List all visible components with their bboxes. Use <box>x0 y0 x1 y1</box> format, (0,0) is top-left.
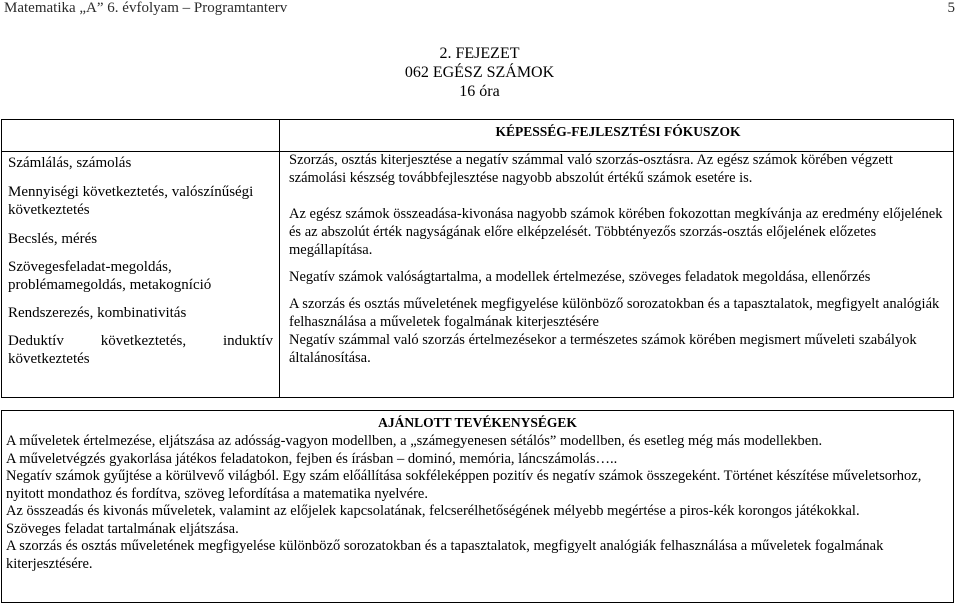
chapter-title-block <box>0 44 959 101</box>
skill-text-deduction: Negatív számmal való szorzás értelmezésekor a természetes számok körében megismert műveleti szabályok általánosítása. <box>289 332 917 366</box>
skill-label-counting: Számlálás, számolás <box>8 155 132 171</box>
activity-item: A műveletek értelmezése, eljátszása az adósság-vagyon modellben, a „számegyenesen sétálós” modellben, és esetleg még más modellekben. <box>6 433 823 449</box>
skill-label-deduction <box>8 332 273 368</box>
skill-label-problem-solving: Szövegesfeladat-megoldás, problémamegoldás, metakogníció <box>8 259 212 293</box>
skill-label-systematization: Rendszerezés, kombinativitás <box>8 305 187 321</box>
deduction-word-3: induktív <box>222 333 273 349</box>
recommended-activities-box <box>1 410 954 603</box>
page-header <box>0 0 959 22</box>
activity-item: A szorzás és osztás műveletének megfigyelése különböző sorozatokban és a tapasztalatok, megfigyelt analógiák felhasználása a műveletek fogalmának kiterjesztésére. <box>6 538 884 572</box>
skill-text-problem-solving: Negatív számok valóságtartalma, a modellek értelmezése, szöveges feladatok megoldása, ellenőrzés <box>289 269 871 285</box>
skills-label-cell <box>2 152 280 398</box>
activity-item: Negatív számok gyűjtése a körülvevő világból. Egy szám előállítása sokféleképpen pozitív és negatív számok összegeként. Történet készítése műveletsorhoz, nyitott mondathoz és fordítva, szöveg lefordítása a matematika nyelvére. <box>6 468 922 502</box>
activity-item: Szöveges feladat tartalmának eljátszása. <box>6 520 239 537</box>
skills-heading-cell <box>280 120 954 152</box>
skill-text-counting: Szorzás, osztás kiterjesztése a negatív számmal való szorzás-osztásra. Az egész számok körében végzett számolási készség továbbfejlesztése nagyobb abszolút értékű számok esetére is. <box>289 152 893 186</box>
activity-item: A műveletvégzés gyakorlása játékos feladatokon, fejben és írásban – dominó, memória, láncszámolás….. <box>6 450 618 467</box>
skills-heading: KÉPESSÉG-FEJLESZTÉSI FÓKUSZOK <box>495 124 741 139</box>
deduction-word-4: következtetés <box>8 351 90 367</box>
activity-item: Az összeadás és kivonás műveletek, valamint az előjelek kapcsolatának, felcserélhetőségének mélyebb megértése a piros-kék korongos játékokkal. <box>6 503 860 519</box>
hours-label: 16 óra <box>459 83 500 100</box>
skill-label-estimation: Becslés, mérés <box>8 231 98 247</box>
skill-text-estimation: Az egész számok összeadása-kivonása nagyobb számok körében fokozottan megkívánja az eredmény előjelének és az abszolút érték nagyságának előre elképzelését. Többtényezős szorzás-osztás előjelének előzetes megállapítása. <box>289 206 943 258</box>
skills-table <box>1 119 954 398</box>
skills-text-cell <box>280 152 954 398</box>
skill-text-systematization: A szorzás és osztás műveletének megfigyelése különböző sorozatokban és a tapasztalatok, megfigyelt analógiák felhasználása a műveletek fogalmának kiterjesztésére <box>289 296 940 330</box>
skills-label-list <box>8 154 273 368</box>
table-row <box>2 120 954 152</box>
page-number: 5 <box>947 0 955 16</box>
topic-title: 062 EGÉSZ SZÁMOK <box>404 64 555 81</box>
skill-label-inference: Mennyiségi következtetés, valószínűségi következtetés <box>8 184 254 218</box>
skills-label-cell-empty <box>2 120 280 152</box>
table-row <box>2 152 954 398</box>
activities-list <box>2 433 953 573</box>
deduction-word-2: következtetés, <box>100 333 187 349</box>
deduction-word-1: Deduktív <box>8 333 64 349</box>
header-document-title: Matematika „A” 6. évfolyam – Programtanterv <box>4 0 288 16</box>
activities-heading: AJÁNLOTT TEVÉKENYSÉGEK <box>378 415 577 430</box>
chapter-label: 2. FEJEZET <box>439 45 520 62</box>
